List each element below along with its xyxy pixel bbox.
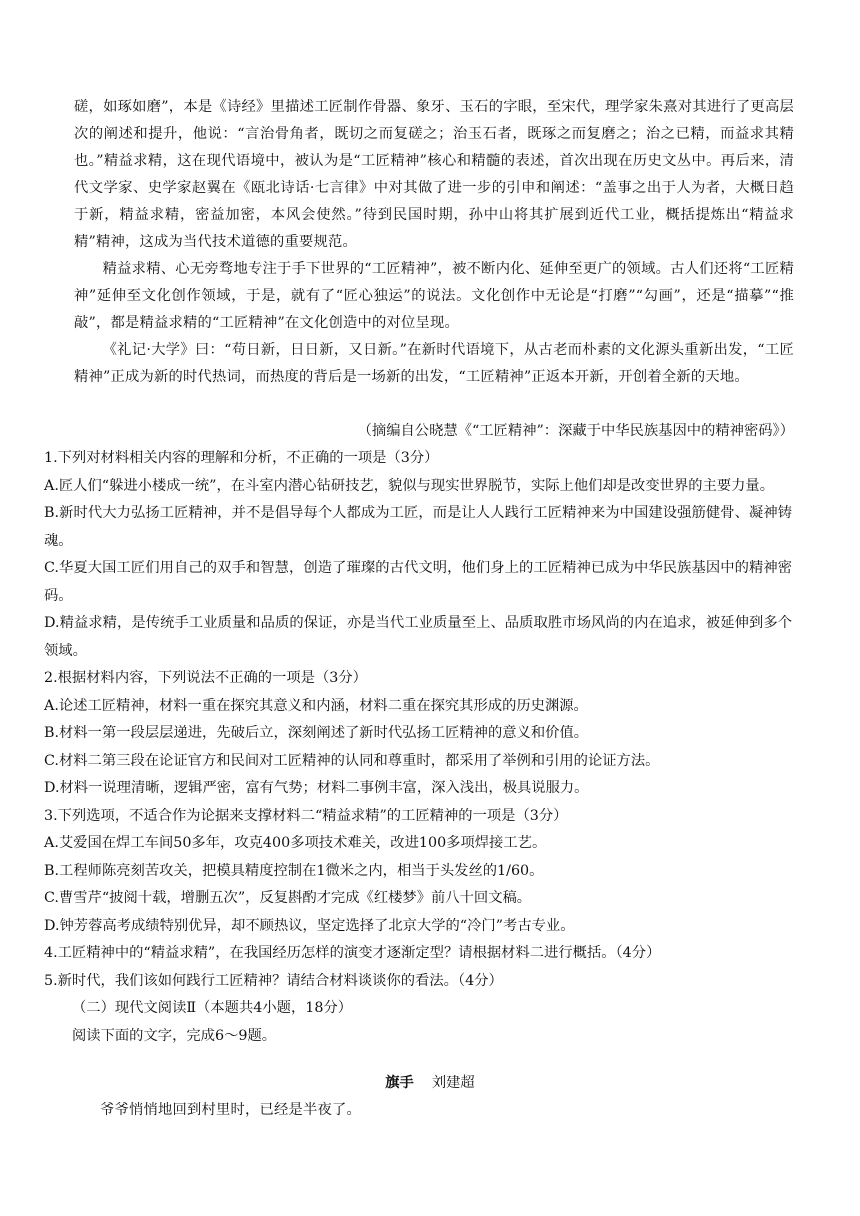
passage-citation: （摘编自公晓慧《“工匠精神”：深藏于中华民族基因中的精神密码》） [357, 423, 794, 439]
question-option: A.论述工匠精神，材料一重在探究其意义和内涵，材料二重在探究其形成的历史渊源。 [44, 697, 588, 714]
question-stem: 5.新时代，我们该如何践行工匠精神？请结合材料谈谈你的看法。（4分） [44, 972, 503, 989]
question-option: C.材料二第三段在论证官方和民间对工匠精神的认同和尊重时，都采用了举例和引用的论证方法。 [44, 752, 660, 769]
passage-paragraph: 精益求精、心无旁骛地专注于手下世界的“工匠精神”，被不断内化、延伸至更广的领域。古人们还将“工匠精神”延伸至文化创作领域，于是，就有了“匠心独运”的说法。文化创作中无论是“打磨”“勾画”，还是“描摹”“推敲”，都是精益求精的“工匠精神”在文化创造中的对位呈现。 [74, 261, 794, 331]
question-stem: 2.根据材料内容，下列说法不正确的一项是（3分） [44, 670, 367, 686]
story-first-line: 爷爷悄悄地回到村里时，已经是半夜了。 [100, 1102, 361, 1118]
story-title: 旗手 [385, 1075, 414, 1091]
question-option: D.钟芳蓉高考成绩特别优异，却不顾热议，坚定选择了北京大学的“冷门”考古专业。 [44, 917, 575, 934]
question-option: A.艾爱国在焊工车间50多年，攻克400多项技术难关，改进100多项焊接工艺。 [44, 835, 547, 851]
story-body [100, 1097, 800, 1124]
question-option: D.精益求精，是传统手工业质量和品质的保证，亦是当代工业质量至上、品质取胜市场风尚的内在追求，被延伸到多个领域。 [44, 615, 792, 659]
question-stem: 1.下列对材料相关内容的理解和分析，不正确的一项是（3分） [44, 450, 439, 466]
question-option: D.材料一说理清晰，逻辑严密，富有气势；材料二事例丰富，深入浅出，极具说服力。 [44, 780, 589, 796]
question-option: B.新时代大力弘扬工匠精神，并不是倡导每个人都成为工匠，而是让人人践行工匠精神来为中国建设强筋健骨、凝神铸魂。 [44, 505, 792, 549]
section-instruction: 阅读下面的文字，完成6～9题。 [72, 1027, 277, 1044]
story-title-line [0, 1070, 860, 1097]
story-author: 刘建超 [431, 1075, 475, 1091]
passage-paragraph: 《礼记·大学》曰：“苟日新，日日新，又日新。”在新时代语境下，从古老而朴素的文化源头重新出发，“工匠精神”正成为新的时代热词，而热度的背后是一场新的出发，“工匠精神”正返本开新，开创着全新的天地。 [74, 342, 794, 385]
question-stem: 4.工匠精神中的“精益求精”，在我国经历怎样的演变才逐渐定型？请根据材料二进行概括。（4分） [44, 945, 661, 961]
question-option: B.工程师陈亮刻苦攻关，把模具精度控制在1微米之内，相当于头发丝的1/60。 [44, 862, 544, 879]
passage-paragraph: 磋，如琢如磨”，本是《诗经》里描述工匠制作骨器、象牙、玉石的字眼，至宋代，理学家朱熹对其进行了更高层次的阐述和提升，他说：“言治骨角者，既切之而复磋之；治玉石者，既琢之而复磨之；治之已精，而益求其精也。”精益求精，这在现代语境中，被认为是“工匠精神”核心和精髓的表述，首次出现在历史文丛中。再后来，清代文学家、史学家赵翼在《瓯北诗话·七言律》中对其做了进一步的引申和阐述：“盖事之出于人为者，大概日趋于新，精益求精，密益加密，本风会使然。”待到民国时期，孙中山将其扩展到近代工业，概括提炼出“精益求精”精神，这成为当代技术道德的重要规范。 [74, 99, 794, 250]
question-stem: 3.下列选项，不适合作为论据来支撑材料二“精益求精”的工匠精神的一项是（3分） [44, 807, 568, 824]
section-heading: （二）现代文阅读Ⅱ（本题共4小题，18分） [72, 1000, 353, 1016]
question-option: A.匠人们“躲进小楼成一统”，在斗室内潜心钻研技艺，貌似与现实世界脱节，实际上他们却是改变世界的主要力量。 [44, 477, 775, 494]
question-list [44, 445, 792, 1050]
question-option: B.材料一第一段层层递进，先破后立，深刻阐述了新时代弘扬工匠精神的意义和价值。 [44, 725, 589, 741]
question-option: C.曹雪芹“披阅十载，增删五次”，反复斟酌才完成《红楼梦》前八十回文稿。 [44, 890, 532, 906]
question-option: C.华夏大国工匠们用自己的双手和智慧，创造了璀璨的古代文明，他们身上的工匠精神已成为中华民族基因中的精神密码。 [44, 560, 792, 604]
passage-body [74, 94, 794, 391]
